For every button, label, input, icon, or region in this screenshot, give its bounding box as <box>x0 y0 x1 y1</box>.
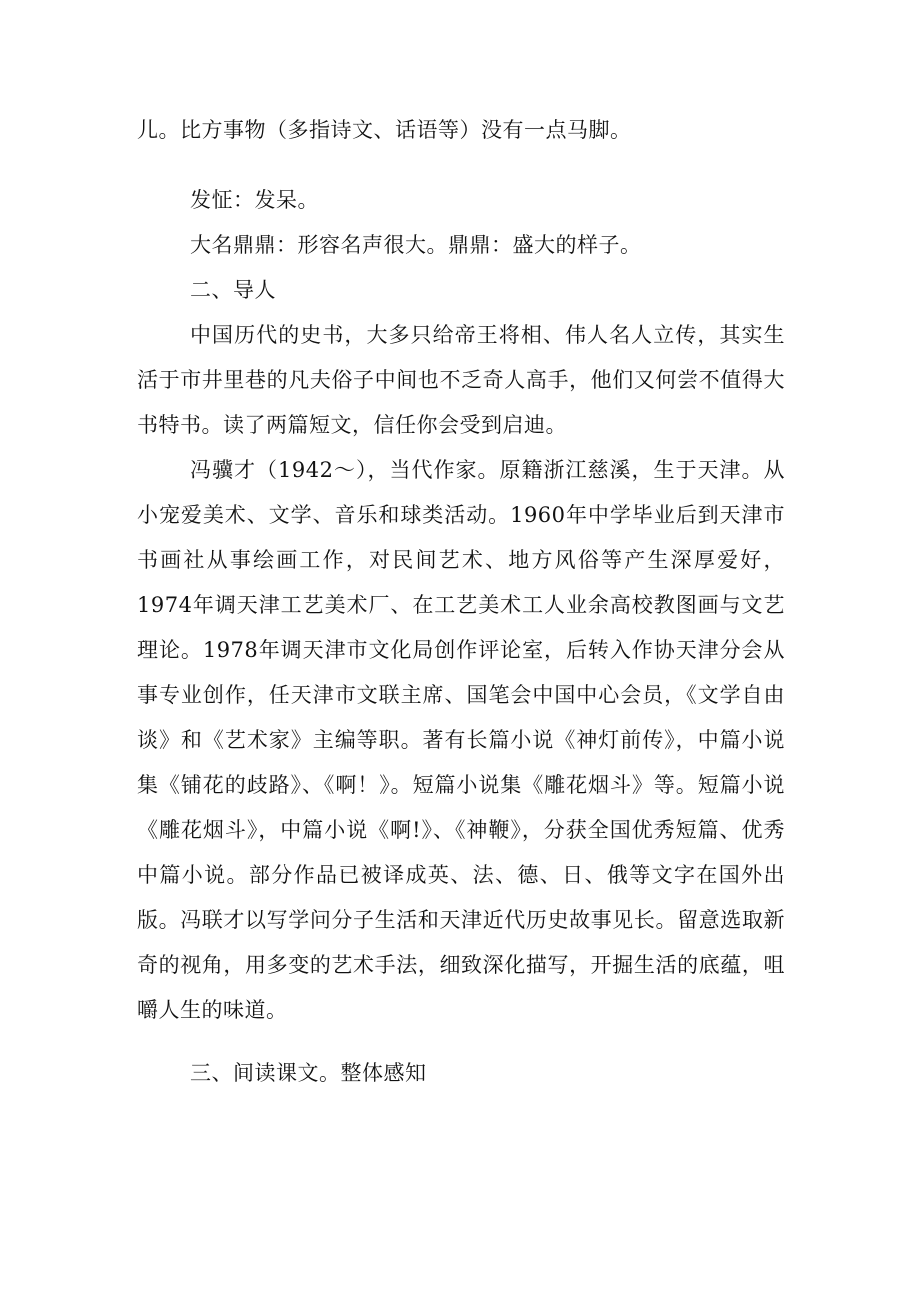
paragraph-continuation: 儿。比方事物（多指诗文、话语等）没有一点马脚。 <box>137 118 632 142</box>
paragraph-definition-damingdingding: 大名鼎鼎：形容名声很大。鼎鼎：盛大的样子。 <box>190 233 642 257</box>
paragraph-definition-fazheng: 发怔：发呆。 <box>190 188 319 212</box>
paragraph-author-bio: 冯骥才（1942～），当代作家。原籍浙江慈溪，生于天津。从小宠爱美术、文学、音乐和球类活动。1960年中学毕业后到天津市书画社从事绘画工作，对民间艺术、地方风俗等产生深厚爱好，1974年调天津工艺美术厂、在工艺美术工人业余高校教图画与文艺理论。1978年调天津市文化局创作评论室，后转入作协天津分会从事专业创作，任天津市文联主席、国笔会中国中心会员，《文学自由谈》和《艺术家》主编等职。著有长篇小说《神灯前传》，中篇小说集《铺花的歧路》、《啊！》。短篇小说集《雕花烟斗》等。短篇小说《雕花烟斗》，中篇小说《啊!》、《神鞭》，分获全国优秀短篇、优秀中篇小说。部分作品已被译成英、法、德、日、俄等文字在国外出版。冯联才以写学问分子生活和天津近代历史故事见长。留意选取新奇的视角，用多变的艺术手法，细致深化描写，开掘生活的底蕴，咀嚼人生的味道。 <box>137 458 785 1022</box>
section-heading-intro: 二、导人 <box>190 278 276 302</box>
paragraph-intro: 中国历代的史书，大多只给帝王将相、伟人名人立传，其实生活于市井里巷的凡夫俗子中间也不乏奇人高手，他们又何尝不值得大书特书。读了两篇短文，信任你会受到启迪。 <box>137 323 785 437</box>
document-body <box>137 108 785 1096</box>
section-heading-reading: 三、间读课文。整体感知 <box>190 1061 427 1085</box>
